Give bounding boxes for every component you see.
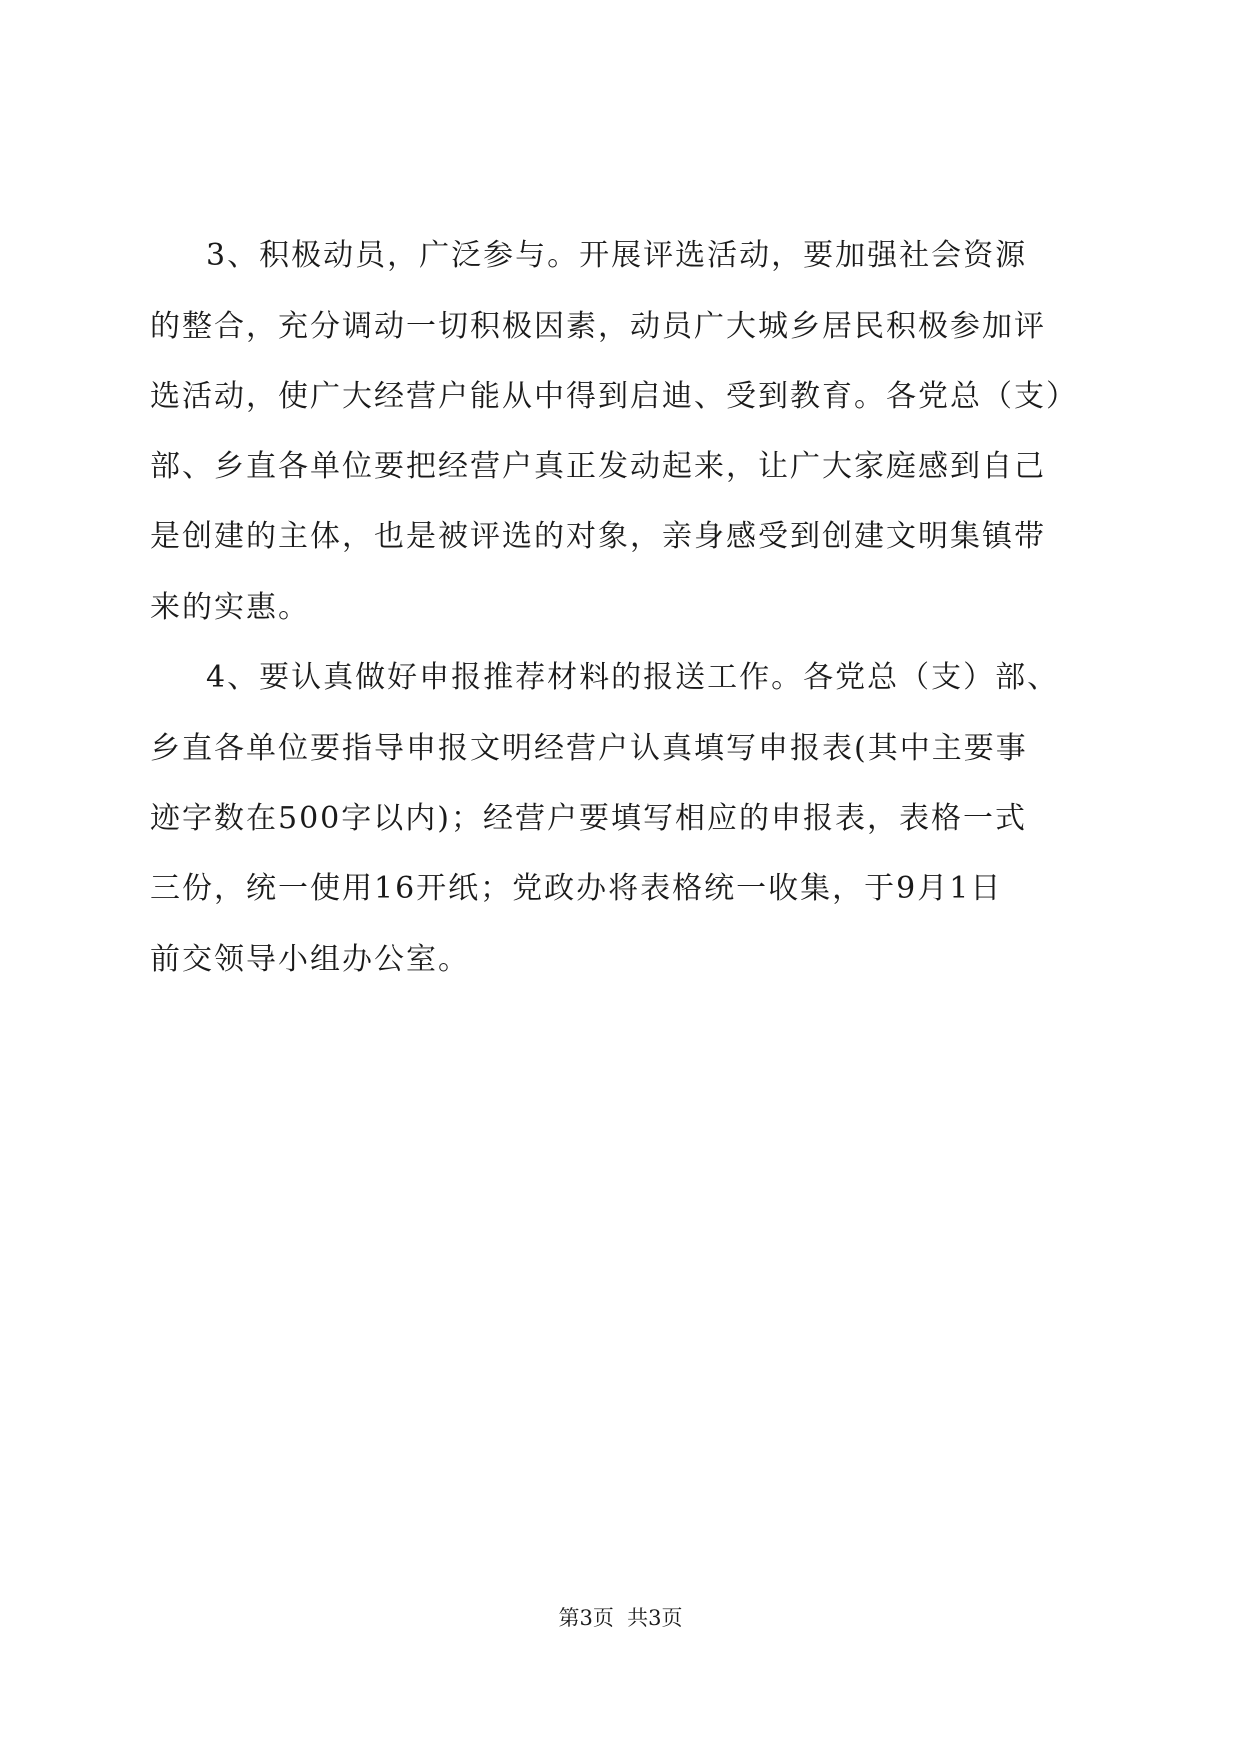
page-footer: 第3页 共3页: [558, 1606, 683, 1630]
paragraph-line: 来的实惠。: [150, 590, 310, 625]
paragraph-line: 4、要认真做好申报推荐材料的报送工作。各党总（支）部、: [206, 660, 1060, 695]
paragraph-line: 乡直各单位要指导申报文明经营户认真填写申报表(其中主要事: [150, 731, 1028, 766]
paragraph-line: 部、乡直各单位要把经营户真正发动起来，让广大家庭感到自己: [150, 449, 1046, 484]
paragraph-line: 3、积极动员，广泛参与。开展评选活动，要加强社会资源: [206, 238, 1028, 273]
paragraph-line: 是创建的主体，也是被评选的对象，亲身感受到创建文明集镇带: [150, 519, 1046, 554]
paragraph-line: 三份，统一使用16开纸；党政办将表格统一收集，于9月1日: [150, 871, 1003, 906]
paragraph-line: 迹字数在500字以内)；经营户要填写相应的申报表，表格一式: [150, 801, 1027, 836]
paragraph-line: 前交领导小组办公室。: [150, 942, 470, 977]
paragraph-line: 选活动，使广大经营户能从中得到启迪、受到教育。各党总（支）: [150, 379, 1078, 414]
paragraph-line: 的整合，充分调动一切积极因素，动员广大城乡居民积极参加评: [150, 309, 1046, 344]
